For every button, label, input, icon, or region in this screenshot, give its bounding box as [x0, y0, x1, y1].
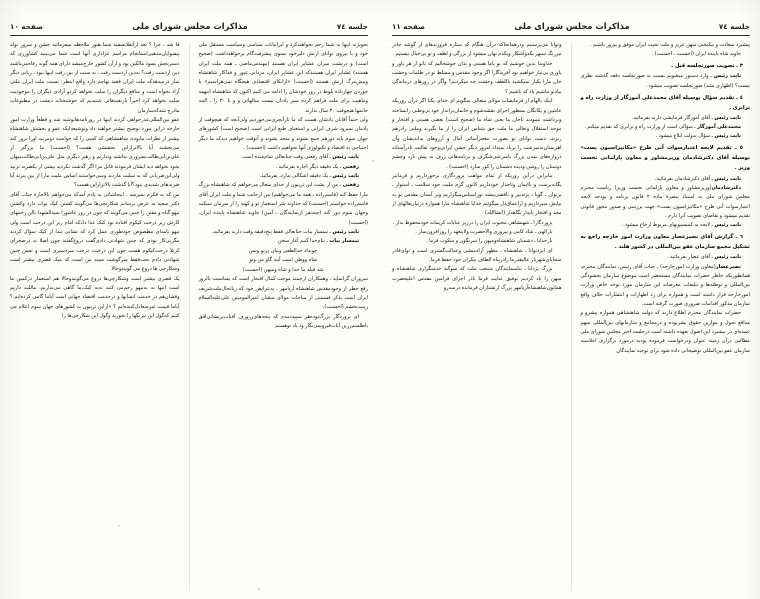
- header-title-right: مذاکرات مجلس شورای ملی: [132, 21, 248, 31]
- speech-text: ـ من از پشت این تریبون از خدای متعال می‌خواهم که شاهنشاه بزرگ مارا حفظ کند (قاسم‌زاده ـ همه ما می‌خواهیم) من ازجانب شما و ملت ایران آقای قاسم‌زاده خواستم (احسنت) که خداوند شر استعمار تو و کهنه را از سرمان سبکت وجهان سوم دور کند (چندنفر ازنمایندگان ـ آمین) جاوید شاهنشاه پاینده ایران. (احسنت): [198, 182, 368, 226]
- speaker-name: نایب رئیس: [332, 172, 359, 179]
- header-session-left: جلسه ٧٤: [718, 22, 750, 31]
- paragraph: بنابراین درآین روزیکه از تمام مواهب پروردگاری برخورداریم و فرمانبر یگانه‌پرست و باایمان وتاجدار خودداریم کانون گرم ملیت خود سلامت ـ استوار ـ پرتوان ـ گویا ـ پرتدبیر و ناقضی‌بیشه توراسپاس‌میگزاریم وبر آستان مقدس تو به نیایش میپردازیم و ازاعماق‌دل میگوئیم خدایا شاهنشاه مارا همواره دربیان‌هالهای از مجد و افتخار پایدار نگاهدار (انشاالله) .: [392, 172, 562, 217]
- columns-left: [392, 41, 750, 599]
- speaker-name: نایب رئیس: [714, 133, 741, 140]
- header-session-right: جلسه ٧٤: [336, 22, 368, 31]
- speech-paragraph: [198, 237, 368, 246]
- paragraph: من که به فکرم نمیرسد . اینجاشائی به یادم آمدکه می‌خواهم بالاجازهٔ جناب آقای دکتر سعید به عرض برسانم شکاریچی‌ها می‌گویند کشتن کبک ثواب دارد وکشتن تیهو گناه و مفتن را چنین می‌گویند که چون در روز عاشورا سیدالشهدا بالن زخمهای کارش زیر درخت کیکوم افتاده بود کبک غذا دادکه امام زیر این درخت است ولی تیهو بامدای مطصوص خودطوری عمل کرد که تشانی تبدا از کبک سؤال کردند مگربی‌کار بودی که چنین شهادتی دادی‌گفت دروغ‌گفتند چون اصلا نه درصحرای کربلا درخت‌کیکوم هست چون این درخت، درخت سردسیری است و تعمن چنین شهادتی دادم بحث‌فقط سرگوشت سینه من است که میک قضری بیشتر است وشکارچی ها دروغ می گویندوحالا: [10, 191, 180, 273]
- running-head-right: [10, 16, 368, 33]
- scan-speck: [372, 160, 374, 162]
- paragraph: پروردگارا ـ شهنشاهی محبوب ایران را درزیر عنایات کریمانه خودمحفوظ بدار .: [392, 219, 553, 226]
- header-title-left: مذاکرات مجلس شورای ملی: [514, 21, 630, 31]
- paragraph: حضرات نمایندگان محترم اطلاع دارند که دولت شاهنشاهی همواره پیشرو و مدافع تحول و موازین حقوق بشربوده و درمجامع و سازمانهای بین‌المللی سهم عمده‌ای در پیشبرد این اصول بعهده داشته است درجلسه اخیر مجلس شورای ملی مطالبی درآن زمینه عنوان ودرخواست فرموده بودید درمورد برگزاری اجلاسیه سازمان عفو بین‌المللی توضیحاتی داده شود برای توجیه نمایندگان: [580, 310, 750, 354]
- speech-text: ـ سؤالی است از وزارت راه و ترابری که تقدیم میکنم .: [584, 124, 696, 131]
- speech-paragraph: [198, 181, 368, 228]
- right-page-column-inner: [198, 41, 368, 599]
- speech-paragraph: [580, 175, 750, 184]
- speech-text: ـ آقای رفعتی وقت جنابعالی تمام‌شده است.: [240, 154, 331, 161]
- speech-paragraph: [580, 114, 750, 123]
- paragraph: بزرگ یزدانا ـ بنامنمایندگان منتخب ملت که سوگند خدمتگزاری شاهنشاه و میهن را یاد کردیم توفیق عنایت فرما تادر اجرای فرامین مقدس اعلیحضرت همایون‌شاهنشاه‌آریامهر بزرگ ارتشتاران فرمانده درسه‌رو: [392, 266, 562, 292]
- paragraph: ولی حتماً آقایان یادشان هست که ما تازآبجری‌می‌خوردیم ولی‌آنچه که هیچوقت از یادمان نمیرود شرف ایرانی و استغنای طبع ایرانی است (صحیح است) کشورهای جهان سوم باید دورهم جمع بشوند و متحد بشوند و آنوقت خواهیم دیدکه ما دیگر احتیاجی به اقتصاد و تکنولوژی آنها نخواهیم داشت (احسنت) .: [198, 116, 368, 151]
- header-page-number-right: صفحه ١٠: [10, 22, 43, 31]
- speech-text: ـ وارد دستور میشویم نسبت به صورتجلسه دفعه گذشته نظری نیست؟ (اظهاری نشد) صورتجلسه تصویب میشود .: [580, 73, 750, 89]
- verse-line: شد قبله ما خدا و شاه ومیهن (احسنت): [242, 266, 324, 273]
- agenda-item-heading: ٦ ـ گزارش آقای نصیرعصار معاون وزارت امور خارجه راجع به تشکیل مجمع سازمان عفو بین‌المللی در کشور هلند .: [580, 234, 750, 251]
- paragraph: جاوید شاه پاینده ایران (احسنت ـ احسنت) .: [651, 51, 741, 58]
- speech-paragraph: [580, 221, 750, 230]
- speaker-name: تیمسار بیات: [329, 238, 359, 245]
- speech-paragraph: [198, 163, 368, 172]
- agenda-item-heading: ٤ ـ تقدیم سؤال بوسیله آقای محمدعلی آموزگار از وزارت راه و ترابری .: [580, 94, 750, 111]
- verse-line: چونداد خدالطفی وبیان پرتو وبس: [248, 247, 318, 254]
- paragraph: تجویزنه اینها به شما رحم نخواهندکرد و ایرانیانات سیاسی وسیاست مستقل ملی خود و با نیروی توانای ارتش دلیرخود بسوی پیشرفت‌گام برخواهدداشت (صحیح است) و درپشت سران عشایر ایران هستند (مهندس‌ماضی ـ همه ملت ایران هستند) عشایر ایران هستندکه این عشایر ایران، مردانی غیور و فداکار شاهنشاه وبیش‌مرگ ارتش هستند (احسنت) «ازاتکای اقتصادی هیچگاه نمی‌هراسیم» با خوردن چهارباده بلوط در روز خودشان را ادامه می کنیم اکنون که شاهنشاه ابتهمه وماهیت برای ملت فراهم کرده سپر یادتان نیست سالهائی و و تا ٣٠ را ، البته خانمها هیچوقت ٣٠ سال ندارند: [198, 42, 368, 114]
- agenda-item-heading: ٥ ـ تقدیم لایحه اعتبارسوات آنی طرح «مکانیزاسیون پست» بوسیله آقای دکترشادمان وزیرمشاور و معاون پارلمانی نخست وزیر .: [580, 145, 750, 172]
- paragraph: ای پروردگار بزرگ‌توده‌هر سپیددمدم که پنجه‌های‌زرورف آفتاب‌پریشانی‌افق باطلسم‌زرین آیات‌فیروسی‌نگار ود یاد توهستم: [198, 313, 368, 330]
- speaker-name: نایب رئیس: [332, 154, 359, 161]
- scan-speck: [118, 525, 120, 527]
- speaker-name: نصیرعصار: [715, 263, 742, 270]
- header-rule-left: [392, 35, 750, 37]
- verse-line: شاه ووطن است آینه گاو من وتو: [249, 257, 318, 264]
- speech-text: ـ آقای آموزگار فرمایشی دارید بفرمائید.: [631, 114, 713, 121]
- speech-paragraph: [198, 228, 368, 237]
- paragraph: اینک بالهام از فرمایشات مولای متعالی میگویم ای خدای یکتا اگر درآن روزیکه عاشین و یکانگان بمنظور اجرای نقشه‌شوم و خانمان‌برانداز خود بی‌وطنی رابساخته وبرداشته ننمودند تاجان ما بعثی شاه ما (صحیح است) بعضی هستی و افتخار و موجد استقلال وتعالی ما ملت حق شناس ایران را از ما بگیرند وملتی رادرهم ریزند، دست توانای تو بصورت معجزآسائی آمال و آرزوهای بداندیشان وآن اهریمنان‌بدسرشت را برباد نمیداد امروز دیگر جشن ایرانی‌وجود تعالیت تادرآستانه دروازه‌های تمدن بزرگ باسرعتی‌شگرف و برنامه‌هائی ژرف به پیش تازد وچشم دوستان را روشن ودیده دشمنان را کور سازد (احسنت) .: [392, 98, 562, 170]
- speech-paragraph: [580, 253, 750, 262]
- paragraph: سروران گرانمایه ، وهمکاران ارجمند موجب کمال افتخار است که بمناسبت بالروز رفع خطر از وجودمقدس شاهنشاه آریامهر ، به‌عرایض خود که زباتحال‌ملت‌شریف ایران است بذکر قسمتی از مناجات مولای متقیان امیرالمومنین علی‌علیه‌السلام زینت‌بخشم (احسنت).: [198, 276, 368, 311]
- running-head-left: [392, 16, 750, 33]
- agenda-item-heading: ٣ ـ تصویب صورتجلسه قبل .: [671, 63, 743, 70]
- header-page-number-left: صفحه ١١: [392, 22, 425, 31]
- scan-speck: [258, 588, 260, 590]
- speaker-name: نایب رئیس: [332, 228, 359, 235]
- speech-text: ـ آقای عصار بفرمائید .: [667, 254, 713, 261]
- speaker-qualifier: (معاون وزارت امورخارجه): [660, 263, 716, 270]
- page-left: [380, 0, 760, 599]
- speech-text: ـ تیمسار بیات جنابعالی فقط پنج‌دقیقه وقت دارید بفرمائید.: [211, 228, 331, 235]
- header-rule-right: [10, 35, 368, 37]
- paragraph: عفو بین‌المللی‌عذرخواهی کردند اینها در روزنامه‌هانوشته شد و قطعاً وزارت امور خارجه دراین مورد توضیح بیشتر خواهند داد وتوشیعه‌ایکه عفو و بخشش شاهنشاه بیشتر از نظرات مابوده، شاهنشاهی که کسی را که خواسته دومرتبه اورا ترور کند می‌بخشند آیا بالاترازاین بخششی هست؟ (احسنت) ما بزرگتر از علی‌بن‌ابی‌طالب‌بسروری نداشته وتداریم و رهبر دیگری مثل علی‌بن‌ابی‌طالب‌میهان بخود نخواهد دید ایشان فرمودند قاتل مرا اگر گذشت نکردید بیشی از یکضربه نزنید ولی‌این‌ضربانی که به سلیت مازدند وسی‌خواستند اساس ملیت مارا از بین ببرند آیا ضربه‌های شدیدی نبود؟آیا گذشت بالاترازاین هست؟: [10, 116, 180, 189]
- speech-paragraph: [580, 132, 750, 141]
- speech-text: ـ بنام‌خدا کنیم آغاز سخن: [277, 238, 328, 245]
- speaker-name: نایب رئیس: [714, 175, 741, 182]
- column-divider: [571, 43, 572, 591]
- left-page-column-inner: [392, 41, 562, 599]
- speaker-name: نایب رئیس: [713, 73, 741, 80]
- speech-paragraph: [580, 123, 750, 132]
- speech-paragraph: [580, 184, 750, 221]
- speech-text: ـ آقای دکترشادمان بفرمائید.: [654, 175, 713, 182]
- column-divider: [189, 43, 190, 591]
- speech-paragraph: [198, 172, 368, 181]
- speech-text: ـ یک دقیقه دیگر اجازه بفرمائید .: [275, 163, 342, 170]
- right-page-column-outer: [10, 41, 180, 599]
- speaker-name: رفعتی: [342, 182, 359, 189]
- speech-text: ـ سؤال بدولت ابلاغ میشود .: [655, 133, 713, 140]
- speaker-name: نایب رئیس: [714, 114, 741, 121]
- speech-text: ـ جناب آقای رئیس، نمایندگان محترم، همانطوریکه خاطر حضرات نمایندگان مستحضر است موضوع سازمان بخشودگی بین‌المللی و توطئه‌ها و تبلیغات مغرضانه این سازمان مورد توجه خاص وزارت امورخارجه قرار داشته است و همواره برای رد اظهارات و انتشارات خلاف واقع سازمان مذکور اقدامات ضروری صورت گرفته است.: [580, 263, 750, 308]
- speech-text: ـ یک دقیقه اشکالی ندارد، بفرمائید.: [259, 172, 331, 179]
- speech-text: ـ لایحه به کمیسیونهای مربوط ارجاع میشود .: [621, 222, 713, 229]
- left-page-column-outer: [580, 41, 750, 599]
- paragraph: بارالهی ـ شاد کامی و پیروزی والاحضرت ولایتعهد را روزافزون‌ساز .: [415, 228, 553, 235]
- speech-paragraph: [580, 72, 750, 91]
- speaker-name: محمدعلی آموزگار: [697, 124, 741, 131]
- speech-paragraph: [198, 153, 368, 162]
- speaker-name: دکترشادمان: [711, 184, 741, 191]
- paragraph: وتوانا می‌پرستیم ودرهمانجاکه درآن هنگام که ستاره فروزندهای از گوشه چادر تیررنگ سپهر یکدوآشکار ویکدم نهان میشود از بزرگی و لطف و تو بی‌خیال نیستیم .: [392, 42, 562, 58]
- speaker-name: رفعتی: [342, 163, 359, 170]
- columns-right: [10, 41, 368, 599]
- speech-text: ریاست محترم مجلس شورای ملی به استناد تبصرهٔ ماده ٢ قانون برنامه و بودجه لایحه اعتبارسوات آنی طرح «مکانیزاسیون پست» جهت بررسی و صدور مجوز قانونی تقدیم میشود و تقاضای تصویب آنرا دارم .: [580, 184, 751, 219]
- paragraph: بارخدایا ـ دشمنان شاهنشاه‌ومیهن را سرنگون و منکوب فرما .: [426, 238, 553, 245]
- paragraph: قا شد ، چرا ؟ بعد ازآنقلابسفید شما هنوز ملاحظه میفرمائید جشن و سرور تولد پیشوایان‌مذهبی‌استانجام مراسم عزاداری آنها است شما می‌بینید کشاورزی که دسترنجش بسود مالکین بود و ازآن کشور خارج‌میشد دارای همه گونه رفاه‌می‌باشند دین ازدست رفت؟ نه‌دین ازدست رفت ، نه سنت از بین رفت اینها نبود ، زبانی دیگر ساز درمیدهدکه ملت ایران قصد تهاجم دارد واقع ابتظر: نسبت ملت ایران ملتی آزاد بخواه است و منافع دیگران را سلب نخواهد کردو آزادی دیگران را موجودیت سلب نخواهد کرد اخیراً بازتقیه‌هائی شنیدیم که خوشبختانه دیشب در مطبوعات مادرج شدکه‌سازمان: [10, 42, 180, 114]
- paragraph: پیشبرد سعادت و نیکبختی میهن عزیز و ملت نجیب ایران موفق و پیروز باشیم .: [589, 42, 750, 49]
- paragraph: ای ایزدتوانا ـ شاهنشاه ، مظهر آزادمنشی وعدالت‌گستری است و توای‌قادر سجایای‌شهریار عالیقدرما رادرپناه الطاف بیکران خود حفظ فرما.: [392, 247, 562, 263]
- speaker-name: نایب رئیس: [714, 222, 741, 229]
- speaker-name: نایب رئیس: [714, 254, 741, 261]
- paragraph: یک قضری بیشتر است وشکارچی‌ها دروغ می‌گویندوحالا هم استعمار درکمین ما است اینها نه به‌تیهو رحم‌می کنند نه‌به کبک،ما گاهی می‌نداریم، ماللت داریم وقشان‌هم در خدمت انسانها و درخدمت اقتصاد جهانی است آیاما گامی کرده‌ایم ؟ آیاما قیمت غیرمتعادل‌کننده‌ایم ؟ «ازاین تریبون به کشورهای جهان سوم اعلام می کنیم که‌گول این نیرنگها را نخورید وگول این شکارچی‌ها را: [10, 275, 180, 320]
- speech-paragraph: [580, 263, 750, 310]
- paragraph: خداوندا بدین خوشیم که تو باما هستی و بدان خوشحالیم که باتو از هر یاور و یاوری بی‌نیاز خواهیم بود آفریدگارا اگر وجود مقدس و مسلط تو در ظلمات وحشت جان مارا یکبار نمیکشید باللطف وحشت چه میکردیم؟ وآگر در روزهای درماندگی بیادتو نباشیم یاد که باشیم ؟: [392, 60, 562, 95]
- speaker-qualifier: (وزیرمشاور و معاون پارلمانی نخست وزیر): [614, 184, 712, 191]
